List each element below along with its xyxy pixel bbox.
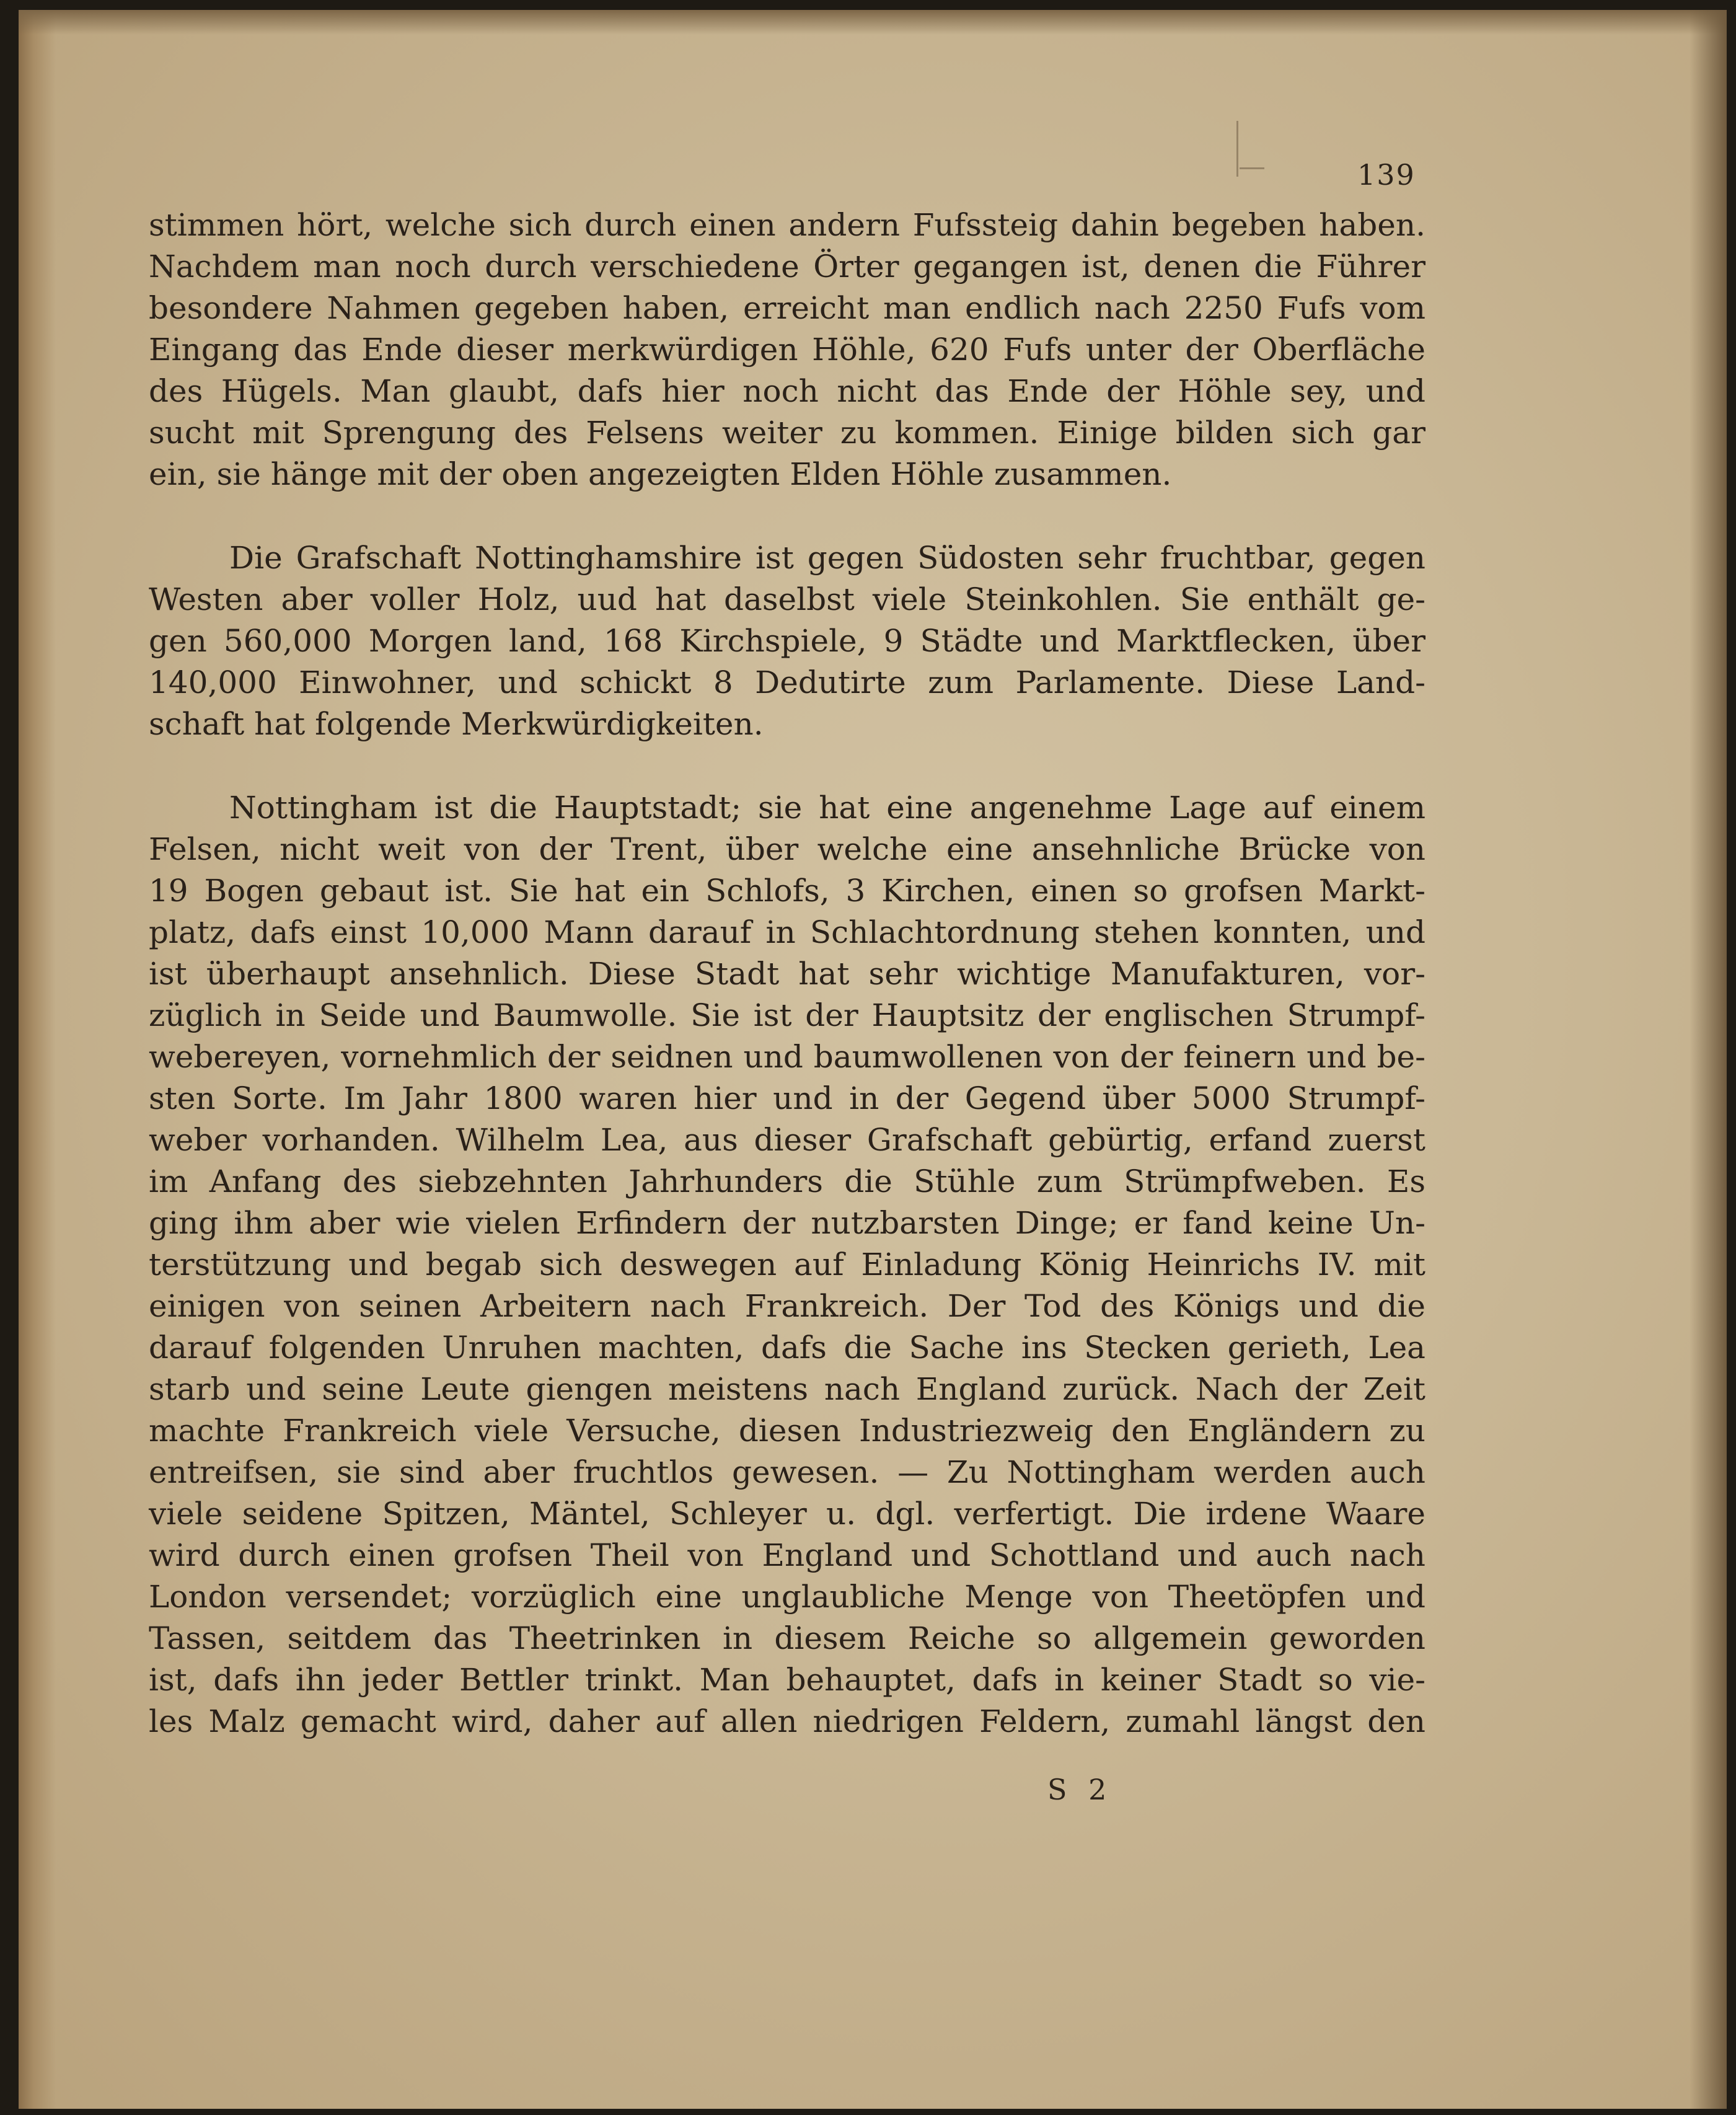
text-line: ist überhaupt ansehnlich. Diese Stadt hat sehr wichtige Manufakturen, vor- xyxy=(149,956,1425,992)
page-gutter-shadow xyxy=(19,10,56,2109)
text-line: Felsen, nicht weit von der Trent, über welche eine ansehnliche Brücke von xyxy=(149,831,1425,867)
text-line: züglich in Seide und Baumwolle. Sie ist der Hauptsitz der englischen Strumpf- xyxy=(149,997,1425,1033)
text-line: Die Grafschaft Nottinghamshire ist gegen Südosten sehr fruchtbar, gegen xyxy=(229,540,1425,576)
text-line: Nottingham ist die Hauptstadt; sie hat eine angenehme Lage auf einem xyxy=(229,790,1425,826)
text-line: 19 Bogen gebaut ist. Sie hat ein Schlofs, 3 Kirchen, einen so grofsen Markt- xyxy=(149,873,1425,909)
text-line: Nachdem man noch durch verschiedene Örter gegangen ist, denen die Führer xyxy=(149,249,1425,285)
text-line: stimmen hört, welche sich durch einen andern Fufssteig dahin begeben haben. xyxy=(149,207,1425,243)
text-line: London versendet; vorzüglich eine unglaubliche Menge von Theetöpfen und xyxy=(149,1579,1425,1615)
paragraph-nottinghamshire xyxy=(149,537,1425,745)
text-line: Westen aber voller Holz, uud hat daselbst viele Steinkohlen. Sie enthält ge- xyxy=(149,581,1425,617)
text-line: starb und seine Leute giengen meistens nach England zurück. Nach der Zeit xyxy=(149,1371,1425,1407)
text-line: weber vorhanden. Wilhelm Lea, aus dieser Grafschaft gebürtig, erfand zuerst xyxy=(149,1122,1425,1158)
text-line: besondere Nahmen gegeben haben, erreicht man endlich nach 2250 Fufs vom xyxy=(149,290,1425,326)
text-line: Eingang das Ende dieser merkwürdigen Höhle, 620 Fufs unter der Oberfläche xyxy=(149,332,1425,368)
text-line: einigen von seinen Arbeitern nach Frankreich. Der Tod des Königs und die xyxy=(149,1288,1425,1324)
paragraph-nottingham xyxy=(149,787,1425,1742)
text-line: terstützung und begab sich deswegen auf Einladung König Heinrichs IV. mit xyxy=(149,1247,1425,1283)
body-text xyxy=(149,205,1425,1742)
page-right-shadow xyxy=(1690,10,1727,2109)
text-line: wird durch einen grofsen Theil von England und Schottland und auch nach xyxy=(149,1537,1425,1573)
text-line: schaft hat folgende Merkwürdigkeiten. xyxy=(149,706,764,742)
page-top-shadow xyxy=(19,10,1727,35)
text-line: gen 560,000 Morgen land, 168 Kirchspiele, 9 Städte und Marktflecken, über xyxy=(149,623,1425,659)
text-line: entreifsen, sie sind aber fruchtlos gewesen. — Zu Nottingham werden auch xyxy=(149,1454,1425,1490)
text-line: darauf folgenden Unruhen machten, dafs die Sache ins Stecken gerieth, Lea xyxy=(149,1330,1425,1366)
signature-mark: S 2 xyxy=(1047,1773,1113,1806)
text-line: ein, sie hänge mit der oben angezeigten Elden Höhle zusammen. xyxy=(149,456,1172,492)
text-line: machte Frankreich viele Versuche, diesen Industriezweig den Engländern zu xyxy=(149,1413,1425,1449)
text-line: webereyen, vornehmlich der seidnen und baumwollenen von der feinern und be- xyxy=(149,1039,1425,1075)
pencil-mark xyxy=(1236,121,1238,177)
paragraph-cave xyxy=(149,205,1425,495)
text-line: ist, dafs ihn jeder Bettler trinkt. Man behauptet, dafs in keiner Stadt so vie- xyxy=(149,1662,1425,1698)
text-line: des Hügels. Man glaubt, dafs hier noch nicht das Ende der Höhle sey, und xyxy=(149,373,1425,409)
text-line: sten Sorte. Im Jahr 1800 waren hier und in der Gegend über 5000 Strumpf- xyxy=(149,1080,1425,1116)
text-line: viele seidene Spitzen, Mäntel, Schleyer u. dgl. verfertigt. Die irdene Waare xyxy=(149,1496,1425,1532)
text-line: im Anfang des siebzehnten Jahrhunders die Stühle zum Strümpfweben. Es xyxy=(149,1163,1425,1199)
text-line: 140,000 Einwohner, und schickt 8 Dedutirte zum Parlamente. Diese Land- xyxy=(149,665,1425,700)
text-line: platz, dafs einst 10,000 Mann darauf in Schlachtordnung stehen konnten, und xyxy=(149,914,1425,950)
text-line: sucht mit Sprengung des Felsens weiter zu kommen. Einige bilden sich gar xyxy=(149,415,1425,451)
text-line: les Malz gemacht wird, daher auf allen niedrigen Feldern, zumahl längst den xyxy=(149,1703,1425,1739)
text-line: ging ihm aber wie vielen Erfindern der nutzbarsten Dinge; er fand keine Un- xyxy=(149,1205,1425,1241)
page-number: 139 xyxy=(1357,158,1416,192)
pencil-mark xyxy=(1240,167,1264,169)
text-line: Tassen, seitdem das Theetrinken in diesem Reiche so allgemein geworden xyxy=(149,1620,1425,1656)
